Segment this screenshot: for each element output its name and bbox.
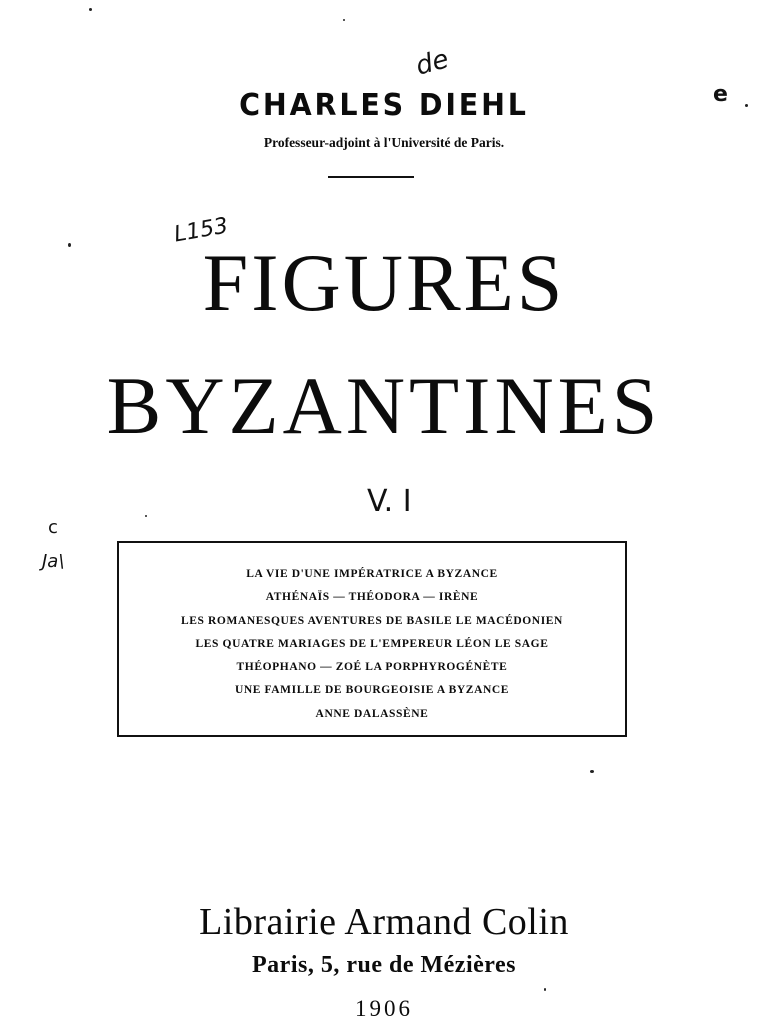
title-line-1: FIGURES	[202, 237, 566, 328]
publisher-address: Paris, 5, rue de Mézières	[252, 952, 516, 978]
scan-speck	[745, 104, 748, 107]
author-name: CHARLES DIEHL	[239, 88, 529, 123]
title-line-2: BYZANTINES	[106, 360, 662, 451]
contents-item: THÉOPHANO — ZOÉ LA PORPHYROGÉNÈTE	[236, 661, 508, 674]
publication-year: 1906	[355, 996, 413, 1021]
publisher-name: Librairie Armand Colin	[199, 901, 569, 943]
handwritten-margin-c: c	[48, 517, 58, 538]
contents-item: LES QUATRE MARIAGES DE L'EMPEREUR LÉON LE SAGE	[195, 637, 549, 650]
scan-speck	[68, 243, 71, 247]
contents-list	[119, 563, 625, 726]
contents-item: UNE FAMILLE DE BOURGEOISIE A BYZANCE	[234, 684, 510, 697]
handwritten-correction: de	[412, 44, 452, 82]
author-affiliation: Professeur-adjoint à l'Université de Paris.	[263, 135, 505, 150]
contents-item: LA VIE D'UNE IMPÉRATRICE A BYZANCE	[246, 568, 498, 580]
scan-speck	[544, 988, 546, 991]
title-rule	[328, 176, 414, 178]
contents-box	[117, 541, 627, 737]
scan-speck	[343, 19, 345, 21]
handwritten-volume: V. I	[367, 484, 412, 519]
handwritten-margin-e: e	[713, 82, 728, 107]
contents-item: ANNE DALASSÈNE	[315, 707, 429, 720]
handwritten-call-number: L153	[172, 213, 231, 248]
scan-speck	[145, 515, 147, 517]
scan-speck	[89, 8, 92, 11]
scan-speck	[590, 770, 594, 773]
handwritten-margin-note: Ja\	[42, 551, 65, 572]
contents-item: LES ROMANESQUES AVENTURES DE BASILE LE MACÉDONIEN	[181, 614, 563, 627]
contents-item: ATHÉNAÏS — THÉODORA — IRÈNE	[265, 591, 479, 604]
